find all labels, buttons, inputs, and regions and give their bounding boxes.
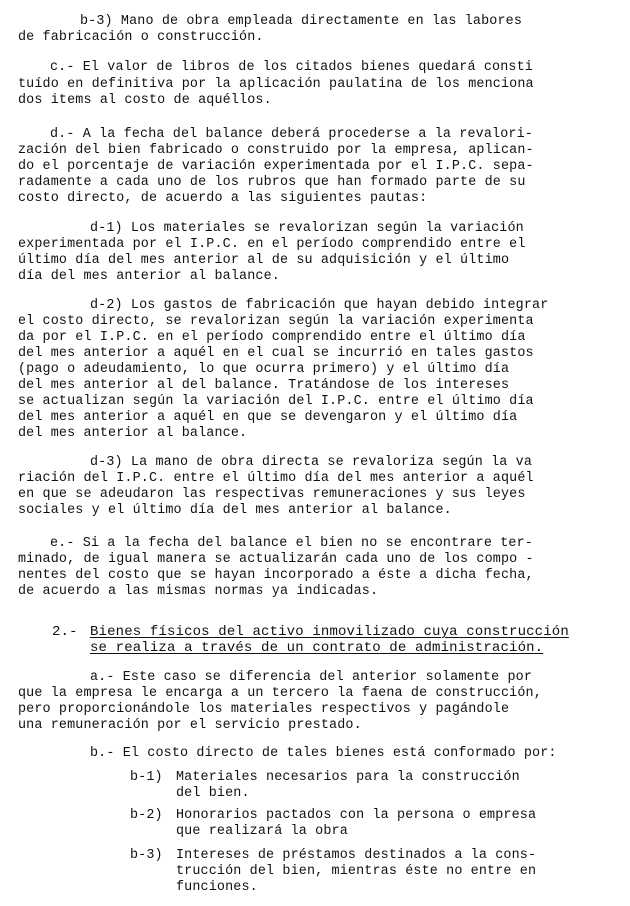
text-line: do el porcentaje de variación experimentada por el I.P.C. sepa- [18, 159, 534, 174]
text-line: último día del mes anterior al de su adquisición y el último [18, 253, 510, 268]
text-line: e.- Si a la fecha del balance el bien no se encontrare ter- [50, 536, 533, 551]
text-line: tuído en definitiva por la aplicación paulatina de los menciona [18, 77, 534, 92]
list-item-text: Materiales necesarios para la construcción [176, 770, 520, 785]
text-line: (pago o adeudamiento, lo que ocurra primero) y el último día [18, 362, 510, 377]
list-marker: b-3) [130, 848, 163, 863]
text-line: sociales y el último día del mes anterior al balance. [18, 503, 452, 518]
list-item-text: funciones. [176, 880, 258, 895]
text-line: del mes anterior a aquél en que se devengaron y el último día [18, 410, 518, 425]
text-line: c.- El valor de libros de los citados bienes quedará consti [50, 60, 533, 75]
text-line: en que se adeudaron las respectivas remuneraciones y sus leyes [18, 487, 526, 502]
text-line: del mes anterior a aquél en el cual se incurrió en tales gastos [18, 346, 534, 361]
text-line: d-1) Los materiales se revalorizan según la variación [90, 221, 524, 236]
text-line: b.- El costo directo de tales bienes está conformado por: [90, 746, 557, 761]
text-line: una remuneración por el servicio prestado. [18, 718, 362, 733]
text-line: de fabricación o construcción. [18, 30, 264, 45]
section-heading: Bienes físicos del activo inmovilizado cuya construcción [90, 624, 569, 640]
section-number: 2.- [52, 624, 78, 640]
list-item-text: Intereses de préstamos destinados a la cons- [176, 848, 537, 863]
text-line: día del mes anterior al balance. [18, 269, 280, 284]
text-line: d-3) La mano de obra directa se revaloriza según la va [90, 455, 533, 470]
text-line: costo directo, de acuerdo a las siguientes pautas: [18, 191, 428, 206]
text-line: de acuerdo a las mismas normas ya indicadas. [18, 584, 379, 599]
text-line: da por el I.P.C. en el período comprendido entre el último día [18, 330, 526, 345]
text-line: el costo directo, se revalorizan según la variación experimenta [18, 314, 534, 329]
text-line: del mes anterior al del balance. Tratándose de los intereses [18, 378, 510, 393]
text-line: riación del I.P.C. entre el último día del mes anterior a aquél [18, 471, 534, 486]
text-line: que la empresa le encarga a un tercero la faena de construcción, [18, 686, 542, 701]
text-line: minado, de igual manera se actualizarán cada uno de los compo - [18, 552, 534, 567]
list-item-text: que realizará la obra [176, 824, 348, 839]
text-line: d-2) Los gastos de fabricación que hayan debido integrar [90, 298, 549, 313]
list-item-text: trucción del bien, mientras éste no entre en [176, 864, 537, 879]
text-line: a.- Este caso se diferencia del anterior solamente por [90, 670, 533, 685]
list-marker: b-2) [130, 808, 163, 823]
text-line: nentes del costo que se hayan incorporado a éste a dicha fecha, [18, 568, 534, 583]
text-line: b-3) Mano de obra empleada directamente en las labores [80, 14, 523, 29]
list-marker: b-1) [130, 770, 163, 785]
text-line: zación del bien fabricado o construido por la empresa, aplican- [18, 143, 534, 158]
text-line: del mes anterior al balance. [18, 426, 248, 441]
text-line: radamente a cada uno de los rubros que han formado parte de su [18, 175, 526, 190]
list-item-text: del bien. [176, 786, 250, 801]
section-heading: se realiza a través de un contrato de administración. [90, 640, 544, 656]
list-item-text: Honorarios pactados con la persona o empresa [176, 808, 537, 823]
text-line: se actualizan según la variación del I.P.C. entre el último día [18, 394, 534, 409]
text-line: experimentada por el I.P.C. en el período comprendido entre el [18, 237, 526, 252]
text-line: pero proporcionándole los materiales respectivos y pagándole [18, 702, 510, 717]
text-line: dos items al costo de aquéllos. [18, 93, 272, 108]
text-line: d.- A la fecha del balance deberá procederse a la revalori- [50, 127, 533, 142]
